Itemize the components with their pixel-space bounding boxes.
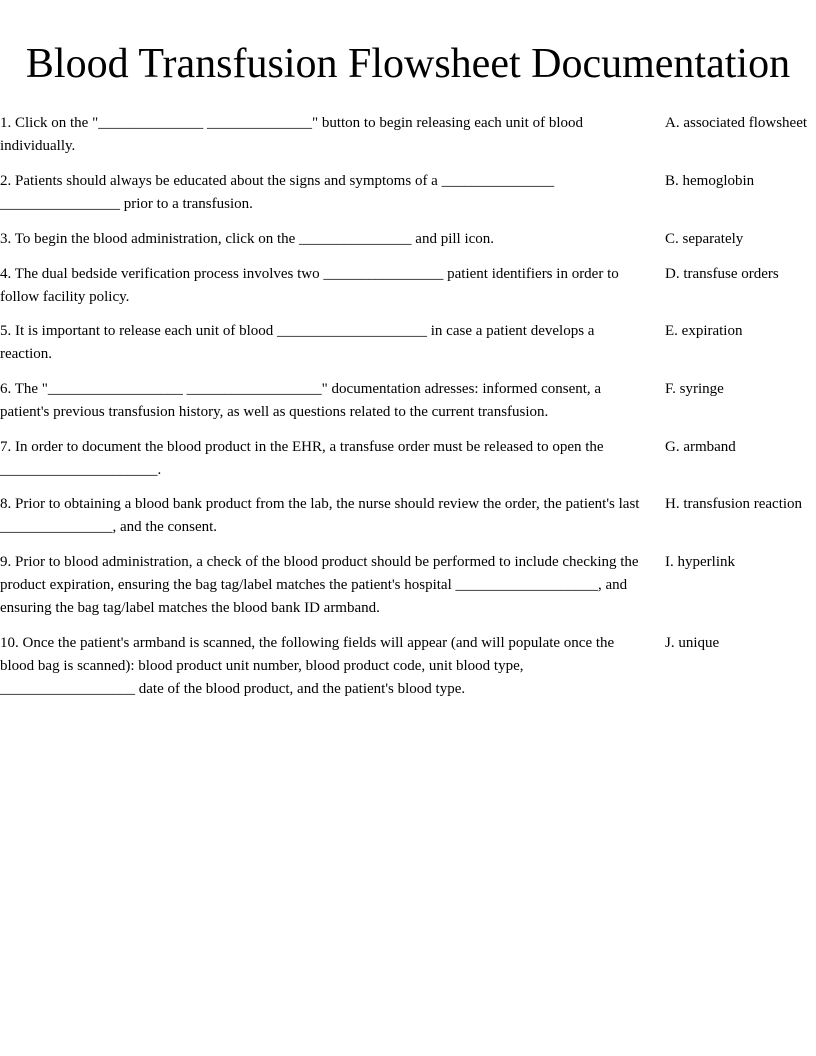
answer-h: H. transfusion reaction bbox=[665, 496, 803, 512]
answer-f: F. syringe bbox=[665, 381, 724, 397]
answer-e: E. expiration bbox=[665, 323, 743, 339]
question-8: 8. Prior to obtaining a blood bank product from the lab, the nurse should review the order, the patient's last _______________, and the consent. bbox=[0, 496, 640, 535]
answer-a: A. associated flowsheet bbox=[665, 115, 808, 131]
question-9: 9. Prior to blood administration, a check of the blood product should be performed to include checking the product expiration, ensuring the bag tag/label matches the patient's hospital ___________________, and ensuring the bag tag/label matches the blood bank ID armband. bbox=[0, 554, 639, 616]
answer-b: B. hemoglobin bbox=[665, 173, 755, 189]
answer-d: D. transfuse orders bbox=[665, 266, 779, 282]
question-1: 1. Click on the "______________ ______________" button to begin releasing each unit of blood individually. bbox=[0, 115, 584, 154]
answer-j: J. unique bbox=[665, 635, 720, 651]
question-3: 3. To begin the blood administration, click on the _______________ and pill icon. bbox=[0, 231, 495, 247]
question-2: 2. Patients should always be educated about the signs and symptoms of a _______________ ________________ prior to a transfusion. bbox=[0, 173, 555, 212]
question-6: 6. The "__________________ __________________" documentation adresses: informed consent, a patient's previous transfusion history, as well as questions related to the current transfusion. bbox=[0, 381, 602, 420]
answer-g: G. armband bbox=[665, 439, 736, 455]
question-4: 4. The dual bedside verification process involves two ________________ patient identifiers in order to follow facility policy. bbox=[0, 266, 619, 305]
question-5: 5. It is important to release each unit of blood ____________________ in case a patient develops a reaction. bbox=[0, 323, 595, 362]
question-7: 7. In order to document the blood product in the EHR, a transfuse order must be released to open the _____________________. bbox=[0, 439, 604, 478]
page-title: Blood Transfusion Flowsheet Documentation bbox=[25, 41, 791, 87]
question-10: 10. Once the patient's armband is scanned, the following fields will appear (and will populate once the blood bag is scanned): blood product unit number, blood product code, unit blood type, __________________ date of the blood product, and the patient's blood type. bbox=[0, 635, 615, 697]
answer-c: C. separately bbox=[665, 231, 744, 247]
answer-i: I. hyperlink bbox=[665, 554, 735, 570]
